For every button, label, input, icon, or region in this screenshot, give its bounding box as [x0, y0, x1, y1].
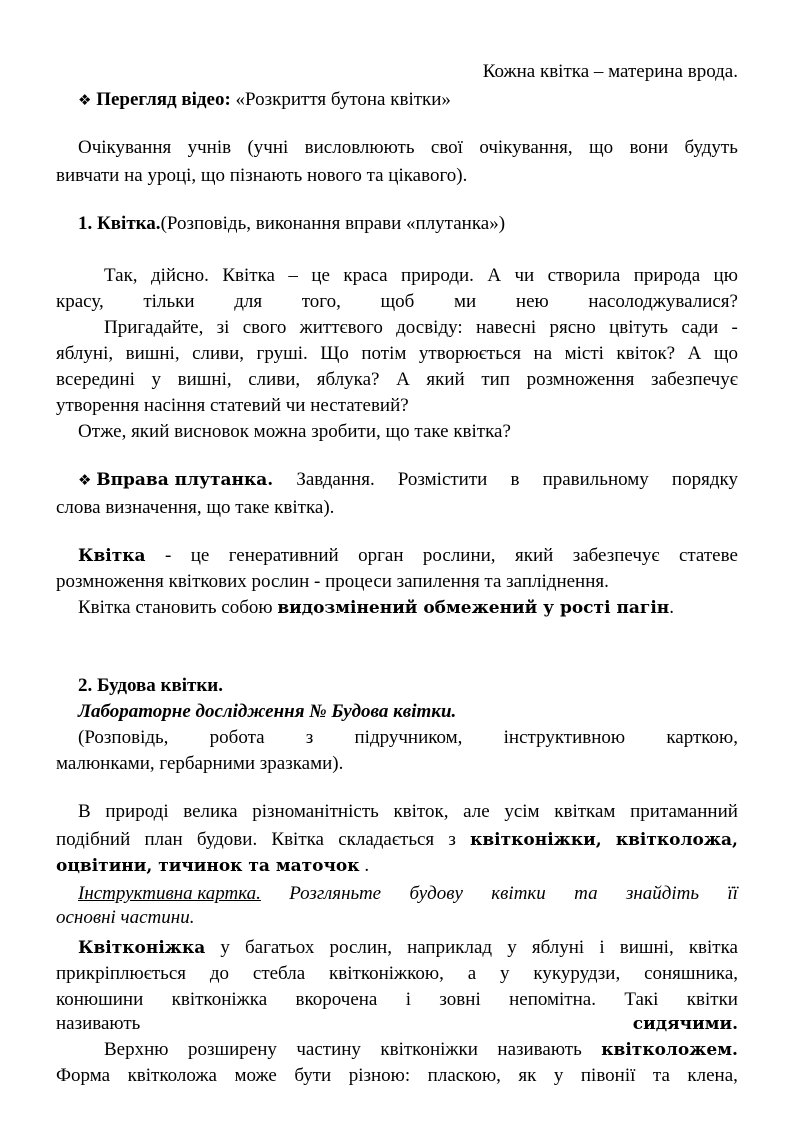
text-run: свого: [242, 317, 287, 338]
text-run: у: [220, 937, 230, 958]
text-run: розширену: [187, 1039, 277, 1060]
para4-line-1: [104, 1036, 738, 1064]
text-run: очікування,: [479, 137, 573, 158]
text-run: Квітконіжка: [78, 938, 206, 958]
text-run: та: [574, 883, 598, 904]
text-run: квіткам: [554, 801, 616, 822]
text-run: інструктивною: [503, 727, 626, 748]
text-run: як: [518, 1065, 537, 1086]
text-run: складається: [338, 829, 435, 850]
text-run: нею: [515, 291, 549, 312]
text-run: непомітна.: [509, 989, 596, 1010]
diamond-bullet-icon: ❖: [78, 91, 92, 109]
text-run: насолоджувалися?: [588, 291, 738, 312]
text-run: що: [713, 343, 738, 364]
text-run: природа: [633, 265, 701, 286]
text-run: генеративний: [228, 545, 339, 566]
exercise-line-2: слова визначення, що таке квітка).: [56, 497, 335, 518]
text-run: різноманітність: [252, 801, 379, 822]
text-run: квітка: [688, 937, 738, 958]
text-run: в: [510, 469, 520, 490]
text-run: називають: [56, 1013, 141, 1034]
text-run: Квітка становить собою: [78, 597, 278, 618]
text-run: груші.: [256, 343, 308, 364]
text-run: стебла: [252, 963, 306, 984]
text-run: квітконіжки: [380, 1039, 478, 1060]
text-run: життєвого: [299, 317, 383, 338]
text-run: чи: [514, 265, 535, 286]
text-run: велика: [183, 801, 238, 822]
text-run: квітконіжка: [171, 989, 268, 1010]
text-run: на: [533, 343, 553, 364]
text-run: учнів: [187, 137, 232, 158]
text-run: наприклад: [407, 937, 493, 958]
text-run: розмноження: [526, 369, 635, 390]
text-run: ми: [454, 291, 477, 312]
text-run: підручником,: [354, 727, 463, 748]
para3-line-1: [78, 934, 738, 962]
text-run: квітколожем.: [601, 1040, 738, 1060]
card-line-2: основні частини.: [56, 907, 195, 928]
diamond-bullet-icon: ❖: [78, 471, 92, 489]
section-1-heading: [78, 210, 738, 238]
definition-line-2: розмноження квіткових рослин - процеси запилення та запліднення.: [56, 571, 609, 592]
text-run: може: [234, 1065, 277, 1086]
text-run: це: [190, 545, 210, 566]
text-run: яблука?: [316, 369, 380, 390]
text-run: будови.: [196, 829, 258, 850]
text-run: квітки: [686, 989, 738, 1010]
text-run: який: [426, 369, 465, 390]
text-run: всередині: [56, 369, 135, 390]
text-run: статеве: [678, 545, 738, 566]
text-run: Розмістити: [397, 469, 488, 490]
text-run: .: [359, 855, 370, 876]
text-run: знайдіть: [625, 883, 700, 904]
text-run: у: [507, 937, 517, 958]
text-run: потім: [361, 343, 407, 364]
text-run: квітколожа,: [615, 830, 738, 850]
text-run: красу,: [56, 291, 104, 312]
text-run: усім: [504, 801, 540, 822]
text-run: оцвітини, тичинок та маточок: [56, 856, 360, 876]
para2-line-2: [56, 826, 738, 854]
text-run: дійсно.: [150, 265, 209, 286]
text-run: вони: [629, 137, 669, 158]
text-run: який: [514, 545, 554, 566]
text-run: а: [467, 963, 477, 984]
text-run: частину: [296, 1039, 361, 1060]
text-run: план: [144, 829, 183, 850]
text-run: півонії: [580, 1065, 636, 1086]
text-run: вишні,: [177, 369, 232, 390]
text-run: та: [652, 1065, 670, 1086]
text-run: прикріплюється: [56, 963, 186, 984]
text-run: щоб: [380, 291, 415, 312]
text-run: квітки: [491, 883, 546, 904]
section2-line-1: [78, 724, 738, 752]
text-run: висловлюють: [304, 137, 415, 158]
card-label: Інструктивна картка.: [78, 883, 261, 904]
text-run: що: [588, 137, 614, 158]
text-run: сади: [681, 317, 719, 338]
para1-line-1: [104, 262, 738, 290]
para1-line-4: [56, 340, 738, 368]
text-run: до: [209, 963, 230, 984]
para1-line-5: [56, 366, 738, 394]
text-run: Що: [320, 343, 349, 364]
para1-line-7: Отже, який висновок можна зробити, що таке квітка?: [78, 421, 511, 442]
text-run: зовні: [439, 989, 481, 1010]
text-run: .: [669, 597, 674, 618]
text-run: вишні,: [619, 937, 674, 958]
text-run: сливи,: [248, 369, 301, 390]
text-run: навесні: [475, 317, 537, 338]
text-run: клена,: [687, 1065, 738, 1086]
text-run: це: [311, 265, 330, 286]
text-run: місті: [564, 343, 604, 364]
text-run: у: [553, 1065, 564, 1086]
text-run: для: [234, 291, 263, 312]
text-run: забезпечує: [651, 369, 738, 390]
text-run: притаманний: [630, 801, 738, 822]
text-run: квіток,: [393, 801, 449, 822]
text-run: у: [151, 369, 162, 390]
text-run: природи.: [401, 265, 474, 286]
text-run: подібний: [56, 829, 131, 850]
text-run: цвітуть: [609, 317, 669, 338]
text-run: називають: [497, 1039, 582, 1060]
definition-line-1: [78, 542, 738, 570]
text-run: А: [396, 369, 410, 390]
text-run: рясно: [549, 317, 596, 338]
text-run: Квітка: [222, 265, 275, 286]
section-2-heading: 2. Будова квітки.: [78, 675, 224, 696]
para3-line-2: [56, 960, 738, 988]
text-run: соняшника,: [644, 963, 738, 984]
para2-line-3: [56, 852, 738, 880]
text-run: яблуні: [531, 937, 585, 958]
text-run: забезпечує: [572, 545, 660, 566]
para2-line-1: [78, 798, 738, 826]
text-run: її: [727, 883, 738, 904]
exercise-line-1: [78, 466, 738, 494]
text-run: створила: [547, 265, 621, 286]
text-run: з: [305, 727, 314, 748]
video-label: Перегляд відео:: [96, 89, 231, 110]
text-run: яблуні,: [56, 343, 114, 364]
text-run: свої: [430, 137, 463, 158]
text-run: зі: [216, 317, 230, 338]
section2-line-2: малюнками, гербарними зразками).: [56, 753, 344, 774]
text-run: вкорочена: [295, 989, 378, 1010]
text-run: Верхню: [104, 1039, 169, 1060]
text-run: досвіду:: [396, 317, 463, 338]
text-run: Такі: [624, 989, 659, 1010]
text-run: Квітка: [271, 829, 324, 850]
exercise-title: Вправа плутанка.: [96, 470, 274, 490]
para3-line-4: [56, 1010, 738, 1038]
text-run: рослин,: [329, 937, 392, 958]
text-run: того,: [301, 291, 341, 312]
text-run: квіток?: [616, 343, 676, 364]
text-run: Пригадайте,: [104, 317, 204, 338]
text-run: багатьох: [245, 937, 315, 958]
text-run: будову: [409, 883, 463, 904]
text-run: видозмінений обмежений у рості пагін: [277, 598, 670, 618]
epigraph: Кожна квітка – материна врода.: [482, 61, 738, 82]
text-run: цю: [713, 265, 738, 286]
definition-term: Квітка: [78, 546, 146, 566]
text-run: і: [599, 937, 605, 958]
para4-line-2: [56, 1062, 738, 1090]
text-run: Очікування: [78, 137, 172, 158]
text-run: квітколожа: [127, 1065, 217, 1086]
text-run: Форма: [56, 1065, 111, 1086]
video-line: [78, 86, 738, 114]
text-run: плаcкою,: [427, 1065, 501, 1086]
document-page: [56, 0, 738, 1123]
text-run: 1. Квітка.: [78, 213, 161, 234]
lab-title: Лабораторне дослідження № Будова квітки.: [78, 701, 457, 722]
text-run: А: [687, 343, 702, 364]
expectations-line-2: вивчати на уроці, що пізнають нового та цікавого).: [56, 165, 468, 186]
text-run: –: [288, 265, 298, 286]
text-run: В: [78, 801, 91, 822]
text-run: сидячими.: [632, 1014, 738, 1034]
para1-line-2: [56, 288, 738, 316]
text-run: природі: [105, 801, 169, 822]
text-run: краса: [343, 265, 388, 286]
text-run: з: [448, 829, 456, 850]
text-run: -: [731, 317, 738, 338]
text-run: у: [500, 963, 510, 984]
para1-line-6: утворення насіння статевий чи нестатевий?: [56, 395, 409, 416]
text-run: але: [463, 801, 490, 822]
text-run: утворюється: [418, 343, 522, 364]
expectations-line-1: [78, 134, 738, 162]
text-run: (Розповідь, виконання вправи «плутанка»): [160, 213, 506, 234]
text-run: Завдання.: [296, 469, 375, 490]
text-run: і: [405, 989, 412, 1010]
text-run: кукурудзи,: [533, 963, 621, 984]
text-run: квітконіжкою,: [329, 963, 444, 984]
text-run: орган: [358, 545, 404, 566]
para1-line-3: [104, 314, 738, 342]
text-run: квітконіжки,: [470, 830, 602, 850]
text-run: бути: [294, 1065, 332, 1086]
text-run: тільки: [143, 291, 195, 312]
text-run: (Розповідь,: [78, 727, 169, 748]
text-run: Розгляньте: [289, 883, 382, 904]
text-run: тип: [481, 369, 510, 390]
text-run: конюшини: [56, 989, 144, 1010]
text-run: правильному: [542, 469, 649, 490]
text-run: рослини,: [422, 545, 496, 566]
text-run: будуть: [684, 137, 738, 158]
video-title: «Розкриття бутона квітки»: [235, 89, 451, 110]
definition-line-3: [78, 594, 738, 622]
text-run: карткою,: [666, 727, 738, 748]
text-run: (учні: [247, 137, 289, 158]
text-run: Так,: [104, 265, 138, 286]
text-run: порядку: [671, 469, 738, 490]
text-run: вишні,: [125, 343, 180, 364]
text-run: сливи,: [192, 343, 245, 364]
text-run: -: [164, 545, 172, 566]
text-run: робота: [209, 727, 265, 748]
text-run: А: [487, 265, 502, 286]
text-run: різною:: [348, 1065, 411, 1086]
